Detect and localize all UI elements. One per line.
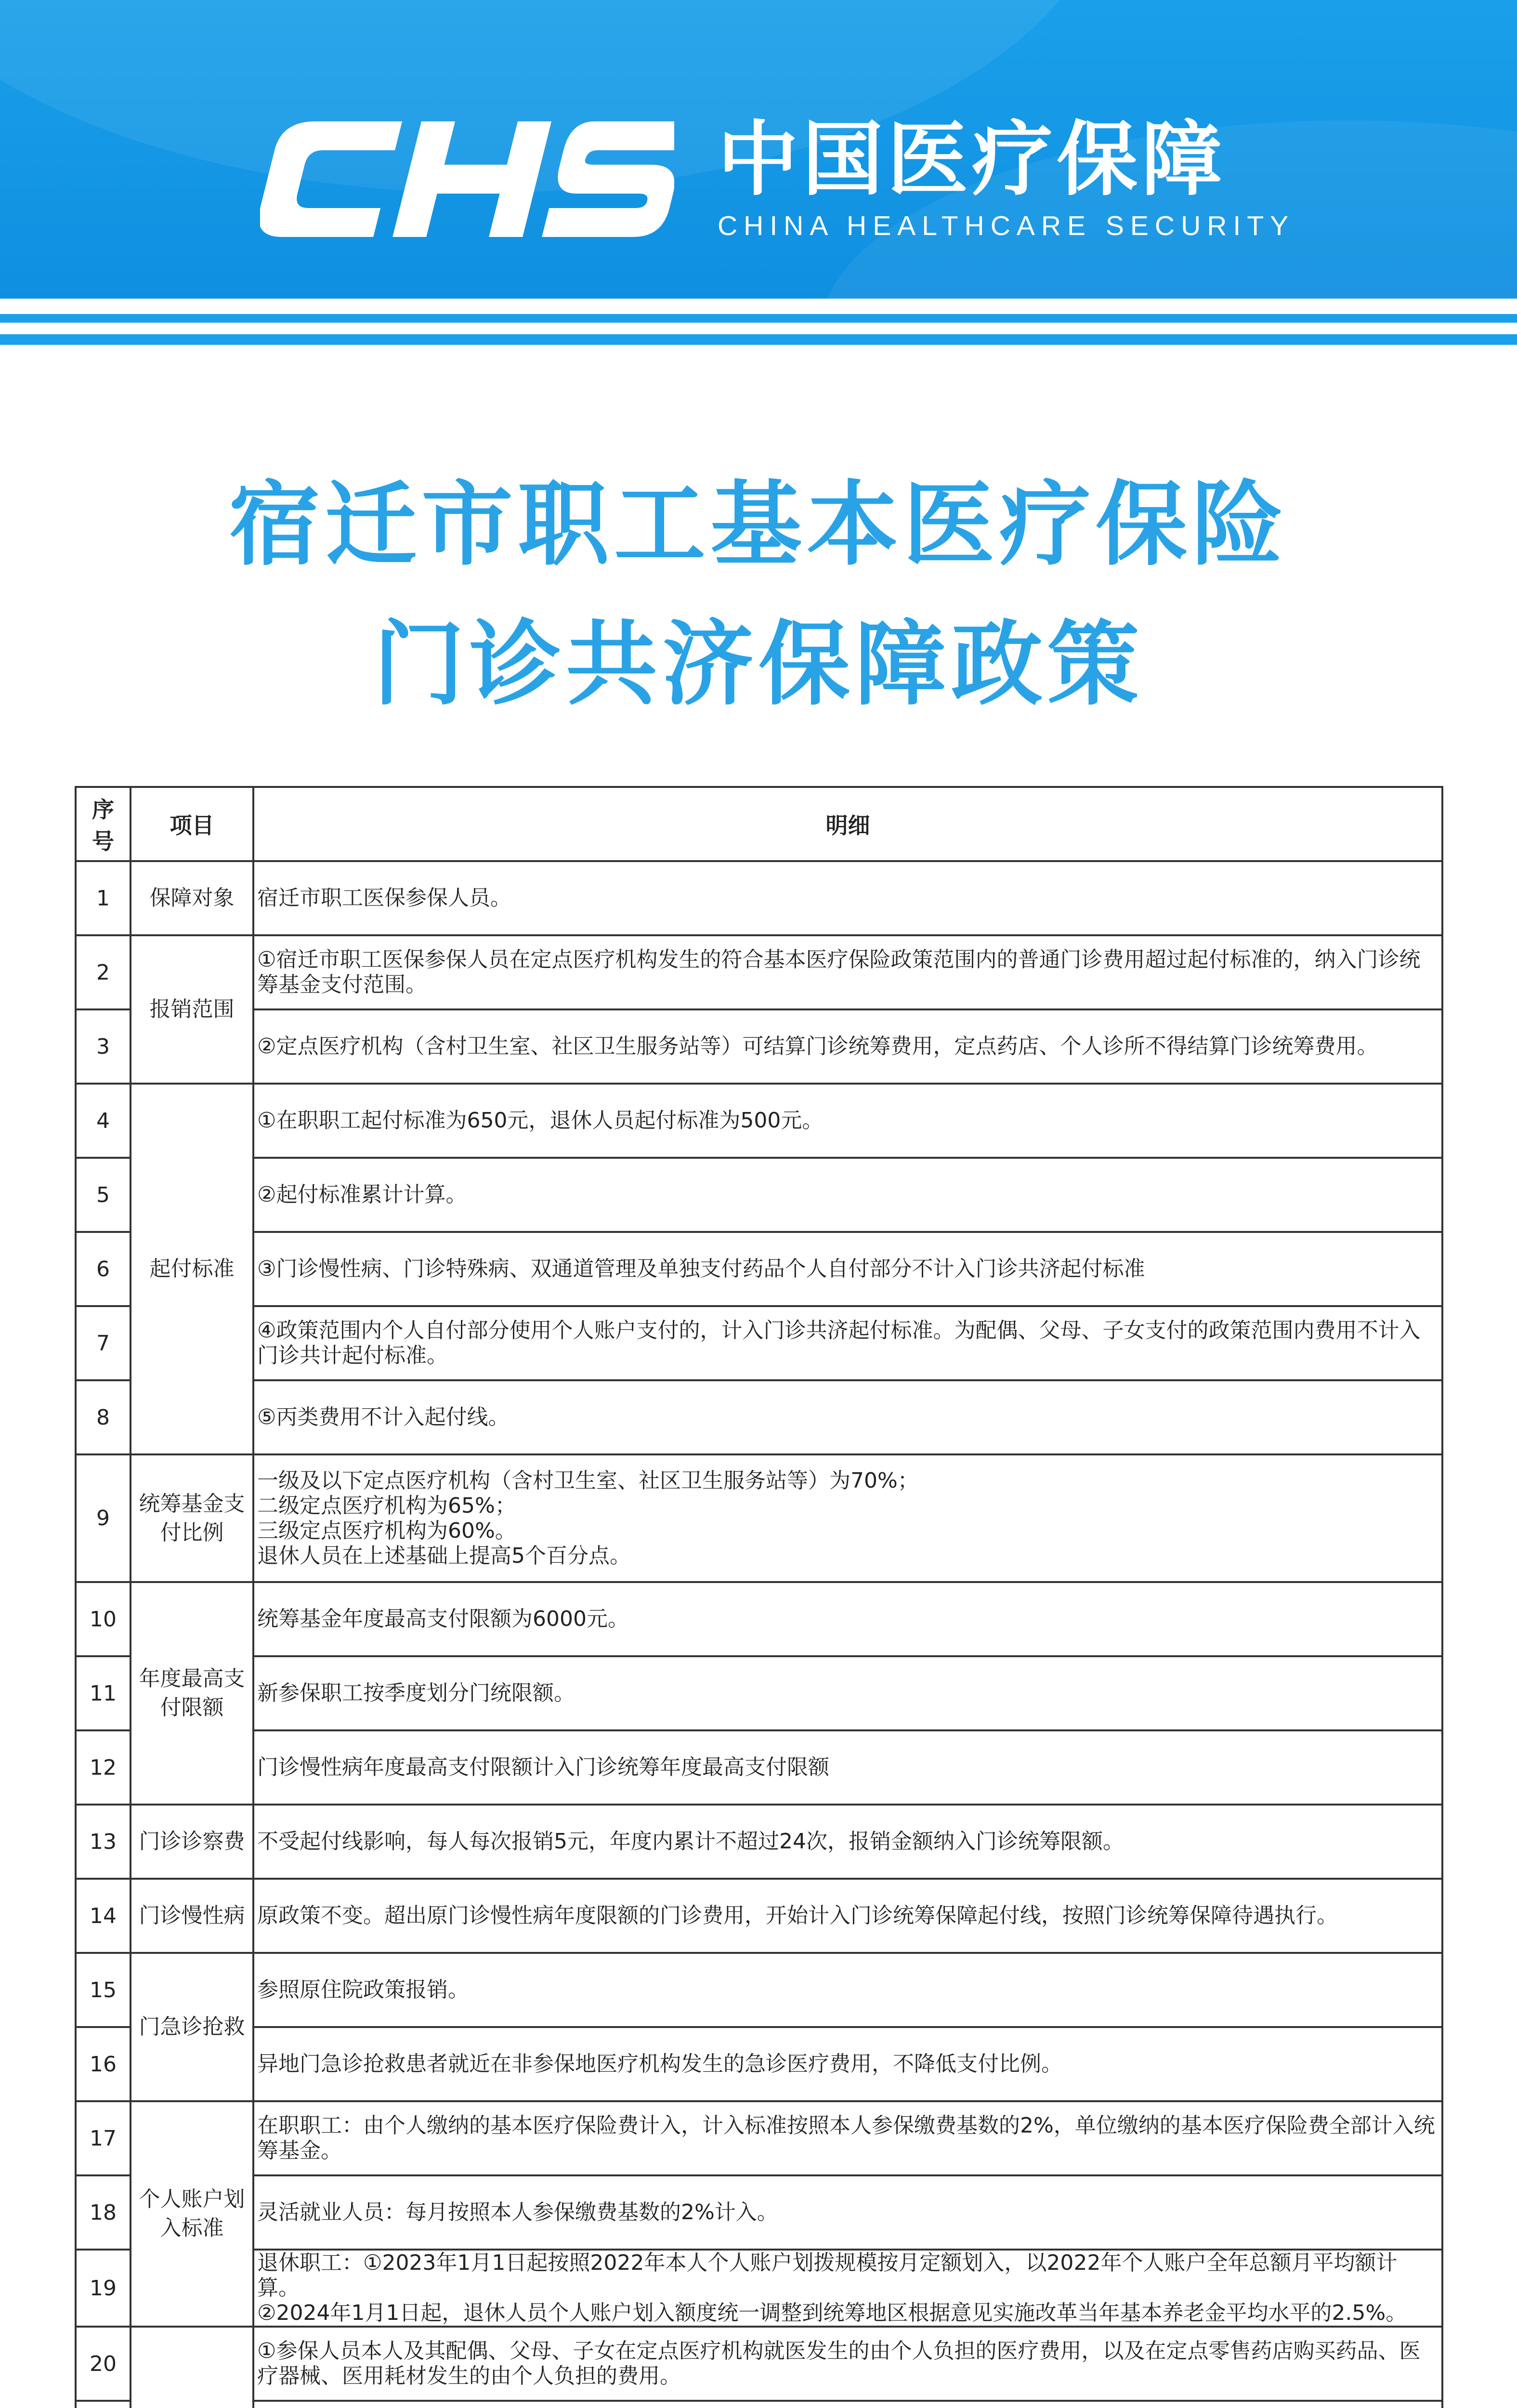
row-description: ④政策范围内个人自付部分使用个人账户支付的，计入门诊共济起付标准。为配偶、父母、子女支付的政策范围内费用不计入门诊共计起付标准。 [253, 1306, 1442, 1380]
row-number: 16 [76, 2027, 131, 2101]
row-number: 5 [76, 1158, 131, 1232]
table-row [76, 1656, 1442, 1730]
brand-name-cn: 中国医疗保障 [718, 112, 1226, 207]
table-row [76, 1805, 1442, 1879]
row-number: 15 [76, 1953, 131, 2027]
table-row [76, 1582, 1442, 1656]
table-row [76, 2250, 1442, 2327]
row-description: 参照原住院政策报销。 [253, 1953, 1442, 2027]
row-number: 19 [76, 2250, 131, 2327]
row-description [253, 2401, 1442, 2408]
row-number: 17 [76, 2101, 131, 2175]
table-row [76, 1306, 1442, 1380]
row-item: 统筹基金支付比例 [131, 1454, 253, 1582]
chs-logo-icon [260, 112, 674, 247]
table-row [76, 1454, 1442, 1582]
row-description: 门诊慢性病年度最高支付限额计入门诊统筹年度最高支付限额 [253, 1730, 1442, 1805]
row-description: 新参保职工按季度划分门统限额。 [253, 1656, 1442, 1730]
row-item: 年度最高支付限额 [131, 1582, 253, 1805]
row-description: 统筹基金年度最高支付限额为6000元。 [253, 1582, 1442, 1656]
row-description: 不受起付线影响，每人每次报销5元，年度内累计不超过24次，报销金额纳入门诊统筹限额。 [253, 1805, 1442, 1879]
table-header-row [76, 787, 1442, 861]
row-description: 在职职工：由个人缴纳的基本医疗保险费计入，计入标准按照本人参保缴费基数的2%，单位缴纳的基本医疗保险费全部计入统筹基金。 [253, 2101, 1442, 2175]
row-number: 11 [76, 1656, 131, 1730]
row-number: 1 [76, 861, 131, 935]
table-row [76, 1879, 1442, 1953]
page-title-line2: 门诊共济保障政策 [373, 611, 1144, 718]
row-description: 原政策不变。超出原门诊慢性病年度限额的门诊费用，开始计入门诊统筹保障起付线，按照门诊统筹保障待遇执行。 [253, 1879, 1442, 1953]
header-desc: 明细 [253, 787, 1442, 861]
row-item: 个人账户划入标准 [131, 2101, 253, 2327]
table-row [76, 1158, 1442, 1232]
row-number: 13 [76, 1805, 131, 1879]
row-item: 门急诊抢救 [131, 1953, 253, 2101]
row-item: 门诊诊察费 [131, 1805, 253, 1879]
row-item: 保障对象 [131, 861, 253, 935]
row-description: ①参保人员本人及其配偶、父母、子女在定点医疗机构就医发生的由个人负担的医疗费用，以及在定点零售药店购买药品、医疗器械、医用耗材发生的由个人负担的费用。 [253, 2327, 1442, 2401]
row-number: 18 [76, 2175, 131, 2250]
table-row [76, 2027, 1442, 2101]
row-number: 8 [76, 1380, 131, 1454]
row-description: 宿迁市职工医保参保人员。 [253, 861, 1442, 935]
divider-stripe [0, 314, 1517, 323]
row-description: 异地门急诊抢救患者就近在非参保地医疗机构发生的急诊医疗费用，不降低支付比例。 [253, 2027, 1442, 2101]
header-num: 序号 [76, 787, 131, 861]
table-row [76, 1953, 1442, 2027]
header-item: 项目 [131, 787, 253, 861]
row-item [131, 2327, 253, 2408]
brand-name-en: CHINA HEALTHCARE SECURITY [718, 210, 1295, 241]
policy-table [75, 786, 1443, 2408]
table-body [76, 861, 1442, 2408]
table-row [76, 1380, 1442, 1454]
table-row [76, 2401, 1442, 2408]
row-item: 门诊慢性病 [131, 1879, 253, 1953]
row-number: 6 [76, 1232, 131, 1306]
row-number: 9 [76, 1454, 131, 1582]
row-description: 灵活就业人员：每月按照本人参保缴费基数的2%计入。 [253, 2175, 1442, 2250]
row-number [76, 2401, 131, 2408]
row-number: 20 [76, 2327, 131, 2401]
row-description: ①在职职工起付标准为650元，退休人员起付标准为500元。 [253, 1084, 1442, 1158]
table-row [76, 2327, 1442, 2401]
row-number: 3 [76, 1009, 131, 1084]
row-description: ⑤丙类费用不计入起付线。 [253, 1380, 1442, 1454]
row-number: 14 [76, 1879, 131, 1953]
row-number: 7 [76, 1306, 131, 1380]
page-title-line1: 宿迁市职工基本医疗保险 [228, 471, 1288, 578]
row-item: 起付标准 [131, 1084, 253, 1454]
table-row [76, 1730, 1442, 1805]
table-row [76, 1084, 1442, 1158]
row-number: 4 [76, 1084, 131, 1158]
header-banner [0, 0, 1517, 299]
table-row [76, 935, 1442, 1009]
row-number: 12 [76, 1730, 131, 1805]
row-description: ①宿迁市职工医保参保人员在定点医疗机构发生的符合基本医疗保险政策范围内的普通门诊费用超过起付标准的，纳入门诊统筹基金支付范围。 [253, 935, 1442, 1009]
row-description: 退休职工：①2023年1月1日起按照2022年本人个人账户划拨规模按月定额划入，以2022年个人账户全年总额月平均额计算。 ②2024年1月1日起，退休人员个人账户划入额度统一调整到统筹地区根据意见实施改革当年基本养老金平均水平的2.5%。 [253, 2250, 1442, 2327]
row-item: 报销范围 [131, 935, 253, 1084]
divider-stripe [0, 334, 1517, 345]
table-row [76, 1009, 1442, 1084]
row-description: ②起付标准累计计算。 [253, 1158, 1442, 1232]
row-number: 2 [76, 935, 131, 1009]
row-description: 一级及以下定点医疗机构（含村卫生室、社区卫生服务站等）为70%； 二级定点医疗机构为65%； 三级定点医疗机构为60%。 退休人员在上述基础上提高5个百分点。 [253, 1454, 1442, 1582]
table-row [76, 861, 1442, 935]
brand-wordmark [718, 114, 1295, 243]
table-row [76, 2101, 1442, 2175]
table-row [76, 2175, 1442, 2250]
row-number: 10 [76, 1582, 131, 1656]
row-description: ③门诊慢性病、门诊特殊病、双通道管理及单独支付药品个人自付部分不计入门诊共济起付标准 [253, 1232, 1442, 1306]
row-description: ②定点医疗机构（含村卫生室、社区卫生服务站等）可结算门诊统筹费用，定点药店、个人诊所不得结算门诊统筹费用。 [253, 1009, 1442, 1084]
table-row [76, 1232, 1442, 1306]
